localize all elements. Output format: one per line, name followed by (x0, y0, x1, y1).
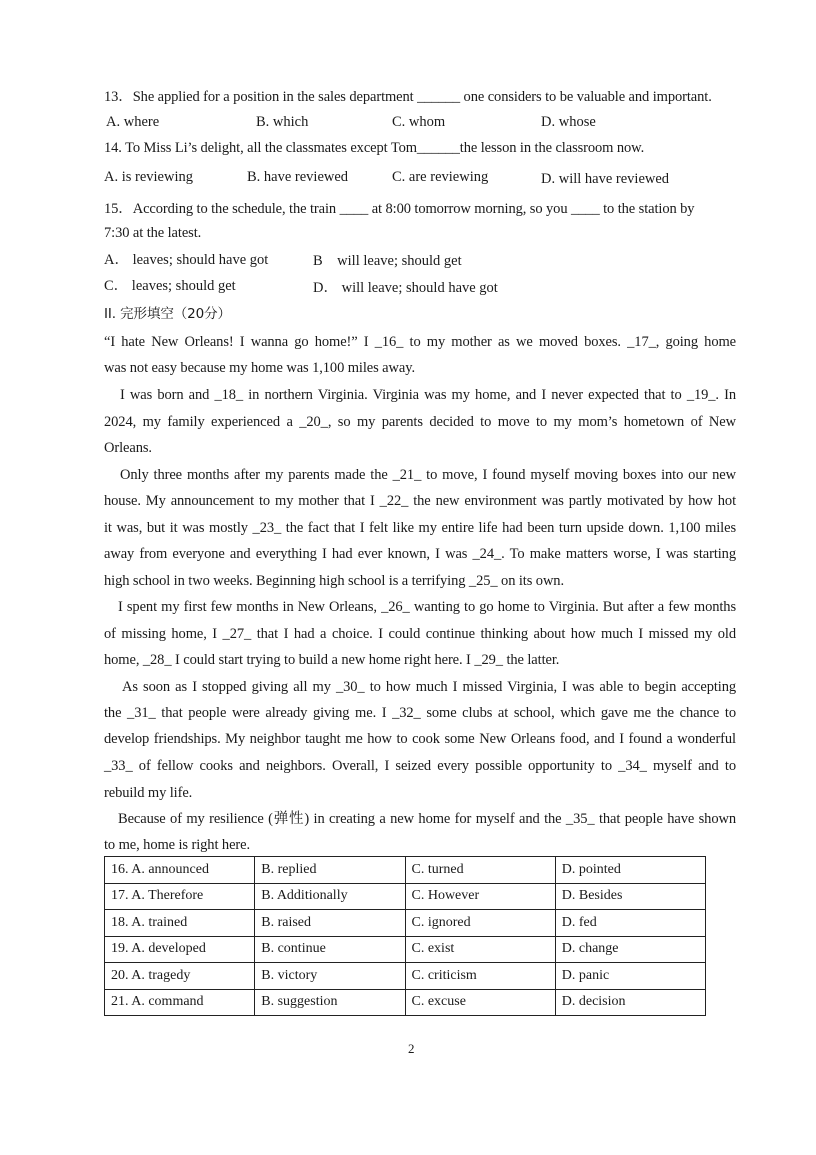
passage-line: I spent my first few months in New Orleans, _26_ wanting to go home to Virginia. But after a few months (118, 599, 736, 615)
table-cell: B. raised (255, 910, 405, 937)
question-15-option-c: C． leaves; should get (104, 278, 236, 294)
question-13-option-c: C. whom (392, 114, 446, 130)
question-15-option-b: B will leave; should get (313, 253, 462, 269)
passage-line: to me, home is right here. (104, 837, 250, 853)
passage-line: home, _28_ I could start trying to build a new home right here. I _29_ the latter. (104, 652, 560, 668)
table-cell: 18. A. trained (105, 910, 255, 937)
passage-line: of missing home, I _27_ that I had a choice. I could continue thinking about how much I missed my old (104, 626, 736, 642)
question-13-option-d: D. whose (541, 114, 596, 130)
question-14-option-c: C. are reviewing (392, 169, 489, 185)
passage-line: away from everyone and everything I had ever known, I was _24_. To make matters worse, I was starting (104, 546, 736, 562)
question-15-stem-line2: 7:30 at the latest. (104, 225, 202, 241)
table-cell: D. change (555, 936, 705, 963)
options-table (104, 856, 706, 1016)
question-15-stem-line1: 15．According to the schedule, the train ____ at 8:00 tomorrow morning, so you ____ to the station by (104, 201, 695, 217)
passage-line: _33_ of fellow cooks and neighbors. Overall, I seized every possible opportunity to _34_ myself and to (104, 758, 736, 774)
question-15-option-d: D． will leave; should have got (313, 280, 498, 296)
passage-line: Only three months after my parents made the _21_ to move, I found myself moving boxes into our new (120, 467, 736, 483)
passage-line: house. My announcement to my mother that I _22_ the new environment was partly motivated by how hot (104, 493, 736, 509)
table-cell: C. However (405, 883, 555, 910)
table-cell: D. decision (555, 989, 705, 1016)
passage-line: it was, but it was mostly _23_ the fact that I felt like my entire life had been turn upside down. 1,100 miles (104, 520, 736, 536)
section-heading: II. 完形填空（20分） (104, 306, 231, 322)
table-row (105, 963, 706, 990)
passage-line: high school in two weeks. Beginning high school is a terrifying _25_ on its own. (104, 573, 564, 589)
table-cell: 20. A. tragedy (105, 963, 255, 990)
question-15-option-a: A． leaves; should have got (104, 252, 269, 268)
table-cell: C. exist (405, 936, 555, 963)
table-cell: D. fed (555, 910, 705, 937)
passage-line: 2024, my family experienced a _20_, so my parents decided to move to my mom’s hometown of New (104, 414, 736, 430)
question-14-option-b: B. have reviewed (247, 169, 349, 185)
question-13-option-b: B. which (256, 114, 309, 130)
passage-line: develop friendships. My neighbor taught me how to cook some New Orleans food, and I found a wonderful (104, 731, 736, 747)
table-cell: D. panic (555, 963, 705, 990)
page-number: 2 (408, 1041, 415, 1056)
table-cell: B. replied (255, 857, 405, 884)
passage-line: Orleans. (104, 440, 152, 456)
table-cell: 16. A. announced (105, 857, 255, 884)
question-14-stem: 14. To Miss Li’s delight, all the classmates except Tom______the lesson in the classroom now. (104, 140, 645, 156)
passage-line: “I hate New Orleans! I wanna go home!” I _16_ to my mother as we moved boxes. _17_, going home (104, 334, 736, 350)
table-row (105, 910, 706, 937)
table-cell: B. continue (255, 936, 405, 963)
question-14-option-a: A. is reviewing (104, 169, 193, 185)
table-cell: B. Additionally (255, 883, 405, 910)
table-cell: B. suggestion (255, 989, 405, 1016)
table-row (105, 936, 706, 963)
passage-line: As soon as I stopped giving all my _30_ to how much I missed Virginia, I was able to begin accepting (122, 679, 736, 695)
passage-line: was not easy because my home was 1,100 miles away. (104, 360, 415, 376)
passage-line: the _31_ that people were already giving me. I _32_ some clubs at school, which gave me the chance to (104, 705, 736, 721)
table-cell: B. victory (255, 963, 405, 990)
table-cell: 17. A. Therefore (105, 883, 255, 910)
table-cell: C. excuse (405, 989, 555, 1016)
question-14-option-d: D. will have reviewed (541, 171, 670, 187)
table-row (105, 989, 706, 1016)
table-cell: D. Besides (555, 883, 705, 910)
table-cell: 19. A. developed (105, 936, 255, 963)
passage-line: Because of my resilience (弹性) in creating a new home for myself and the _35_ that people have shown (118, 811, 736, 827)
table-cell: D. pointed (555, 857, 705, 884)
passage-line: I was born and _18_ in northern Virginia. Virginia was my home, and I never expected that to _19_. In (120, 387, 736, 403)
table-cell: C. ignored (405, 910, 555, 937)
table-row (105, 857, 706, 884)
passage-line: rebuild my life. (104, 785, 193, 801)
table-row (105, 883, 706, 910)
table-cell: C. criticism (405, 963, 555, 990)
table-cell: C. turned (405, 857, 555, 884)
table-cell: 21. A. command (105, 989, 255, 1016)
question-13-option-a: A. where (106, 114, 160, 130)
question-13-stem: 13．She applied for a position in the sales department ______ one considers to be valuable and important. (104, 89, 712, 105)
